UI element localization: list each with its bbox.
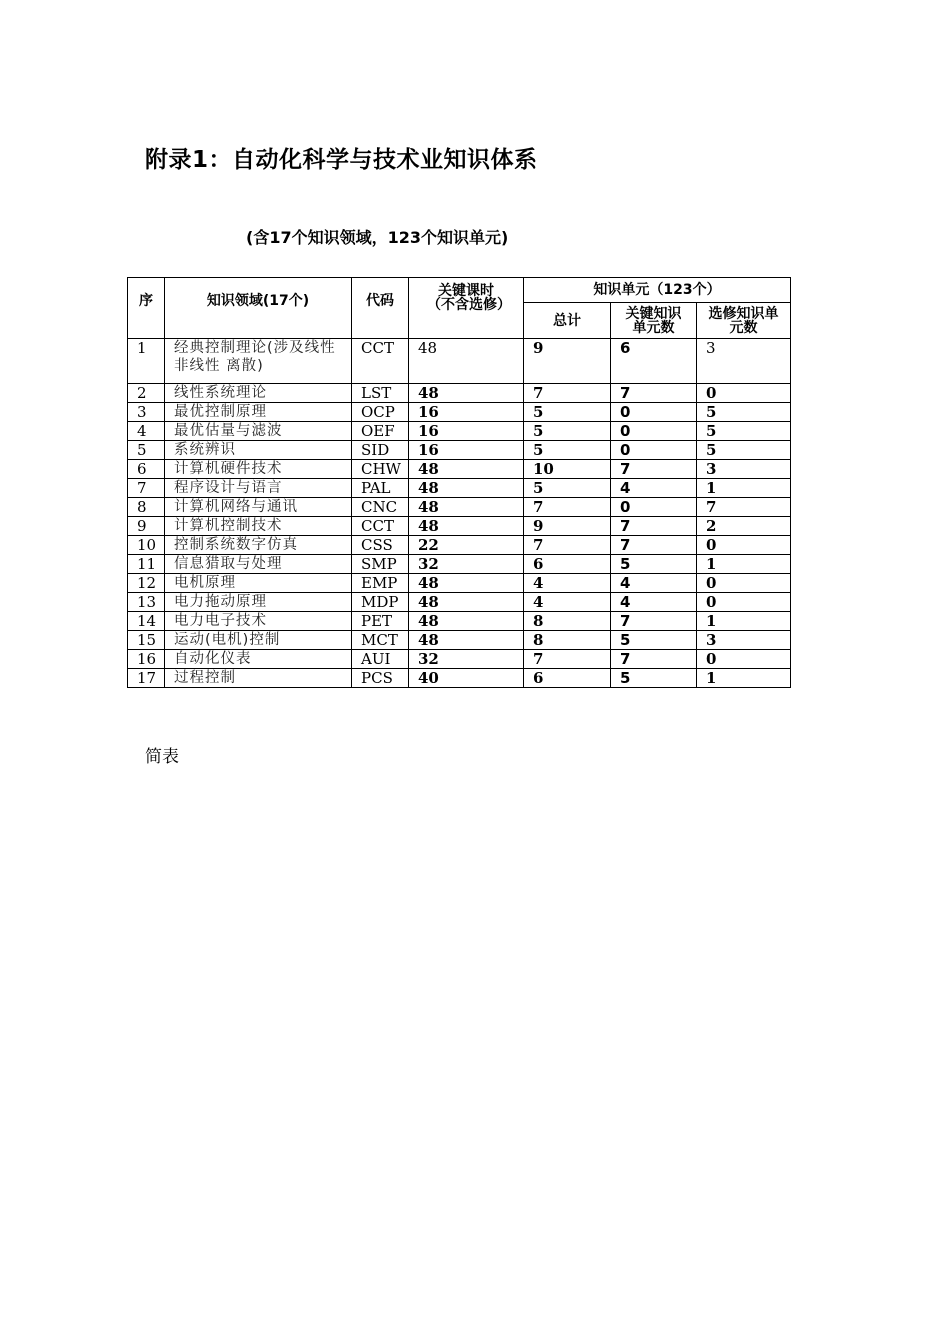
cell-elective-units: 5 [697, 441, 791, 460]
cell-seq: 14 [128, 612, 165, 631]
cell-total: 5 [524, 403, 611, 422]
table-row [128, 612, 791, 631]
cell-seq: 15 [128, 631, 165, 650]
note-text: 简表 [145, 747, 179, 767]
cell-key-hours: 48 [409, 498, 524, 517]
table-row [128, 403, 791, 422]
header-units-group: 知识单元（123个） [524, 278, 791, 303]
table-row [128, 422, 791, 441]
cell-key-units: 5 [611, 669, 697, 688]
cell-key-units: 0 [611, 498, 697, 517]
cell-elective-units: 0 [697, 574, 791, 593]
cell-total: 5 [524, 441, 611, 460]
header-key-hours: 关键课时（不含选修） [409, 278, 524, 339]
cell-elective-units: 3 [697, 339, 791, 384]
header-total: 总计 [524, 303, 611, 339]
cell-seq: 13 [128, 593, 165, 612]
cell-key-hours: 48 [409, 517, 524, 536]
header-code: 代码 [352, 278, 409, 339]
cell-key-hours: 48 [409, 612, 524, 631]
cell-seq: 1 [128, 339, 165, 384]
cell-elective-units: 1 [697, 555, 791, 574]
cell-code: SMP [352, 555, 409, 574]
table-row [128, 650, 791, 669]
cell-total: 7 [524, 650, 611, 669]
cell-elective-units: 3 [697, 460, 791, 479]
cell-total: 7 [524, 536, 611, 555]
page-title: 附录1：自动化科学与技术业知识体系 [145, 147, 538, 173]
cell-domain: 计算机控制技术 [165, 517, 352, 536]
cell-key-units: 5 [611, 555, 697, 574]
cell-elective-units: 1 [697, 669, 791, 688]
cell-key-hours: 48 [409, 460, 524, 479]
cell-seq: 16 [128, 650, 165, 669]
cell-seq: 9 [128, 517, 165, 536]
cell-key-units: 4 [611, 574, 697, 593]
cell-key-hours: 32 [409, 650, 524, 669]
cell-key-units: 6 [611, 339, 697, 384]
cell-total: 8 [524, 612, 611, 631]
cell-elective-units: 2 [697, 517, 791, 536]
table-row [128, 339, 791, 384]
cell-code: OEF [352, 422, 409, 441]
cell-code: CSS [352, 536, 409, 555]
cell-seq: 17 [128, 669, 165, 688]
cell-key-hours: 48 [409, 384, 524, 403]
cell-domain: 控制系统数字仿真 [165, 536, 352, 555]
cell-domain: 计算机网络与通讯 [165, 498, 352, 517]
cell-elective-units: 7 [697, 498, 791, 517]
cell-key-hours: 48 [409, 593, 524, 612]
cell-domain: 程序设计与语言 [165, 479, 352, 498]
cell-code: AUI [352, 650, 409, 669]
table-row [128, 631, 791, 650]
cell-code: PCS [352, 669, 409, 688]
cell-seq: 10 [128, 536, 165, 555]
cell-key-units: 4 [611, 479, 697, 498]
cell-key-hours: 40 [409, 669, 524, 688]
cell-domain: 计算机硬件技术 [165, 460, 352, 479]
cell-key-units: 5 [611, 631, 697, 650]
table-row [128, 517, 791, 536]
cell-key-units: 7 [611, 384, 697, 403]
cell-key-hours: 48 [409, 339, 524, 384]
cell-code: PAL [352, 479, 409, 498]
cell-total: 5 [524, 479, 611, 498]
cell-domain: 最优控制原理 [165, 403, 352, 422]
cell-code: CNC [352, 498, 409, 517]
cell-code: EMP [352, 574, 409, 593]
table-row [128, 441, 791, 460]
header-seq: 序 [128, 278, 165, 339]
cell-key-hours: 48 [409, 631, 524, 650]
cell-seq: 7 [128, 479, 165, 498]
cell-code: SID [352, 441, 409, 460]
cell-total: 6 [524, 669, 611, 688]
cell-domain: 过程控制 [165, 669, 352, 688]
cell-seq: 11 [128, 555, 165, 574]
cell-elective-units: 0 [697, 593, 791, 612]
cell-seq: 5 [128, 441, 165, 460]
cell-domain: 运动(电机)控制 [165, 631, 352, 650]
cell-key-units: 0 [611, 403, 697, 422]
cell-elective-units: 5 [697, 403, 791, 422]
cell-key-units: 0 [611, 422, 697, 441]
cell-elective-units: 0 [697, 384, 791, 403]
cell-domain: 电力拖动原理 [165, 593, 352, 612]
cell-domain: 系统辨识 [165, 441, 352, 460]
cell-total: 4 [524, 574, 611, 593]
cell-total: 9 [524, 517, 611, 536]
cell-seq: 4 [128, 422, 165, 441]
cell-key-hours: 16 [409, 441, 524, 460]
cell-total: 7 [524, 384, 611, 403]
cell-code: CCT [352, 339, 409, 384]
cell-total: 9 [524, 339, 611, 384]
cell-key-units: 7 [611, 517, 697, 536]
cell-domain: 电机原理 [165, 574, 352, 593]
table-row [128, 479, 791, 498]
cell-seq: 6 [128, 460, 165, 479]
table-row [128, 669, 791, 688]
table-row [128, 536, 791, 555]
cell-code: CCT [352, 517, 409, 536]
cell-elective-units: 3 [697, 631, 791, 650]
cell-code: CHW [352, 460, 409, 479]
header-domain: 知识领域(17个) [165, 278, 352, 339]
cell-seq: 8 [128, 498, 165, 517]
cell-key-hours: 48 [409, 479, 524, 498]
header-key-units: 关键知识单元数 [611, 303, 697, 339]
table-row [128, 498, 791, 517]
table-row [128, 555, 791, 574]
cell-key-units: 4 [611, 593, 697, 612]
cell-total: 6 [524, 555, 611, 574]
cell-key-units: 7 [611, 650, 697, 669]
cell-code: MCT [352, 631, 409, 650]
header-elective-units: 选修知识单元数 [697, 303, 791, 339]
cell-seq: 3 [128, 403, 165, 422]
cell-key-units: 0 [611, 441, 697, 460]
cell-code: MDP [352, 593, 409, 612]
cell-seq: 2 [128, 384, 165, 403]
cell-code: PET [352, 612, 409, 631]
cell-domain: 最优估量与滤波 [165, 422, 352, 441]
cell-domain: 线性系统理论 [165, 384, 352, 403]
cell-domain: 经典控制理论(涉及线性 非线性 离散) [165, 339, 352, 384]
cell-key-units: 7 [611, 536, 697, 555]
cell-elective-units: 0 [697, 650, 791, 669]
cell-domain: 自动化仪表 [165, 650, 352, 669]
knowledge-table [127, 277, 791, 688]
cell-domain: 信息猎取与处理 [165, 555, 352, 574]
cell-code: LST [352, 384, 409, 403]
cell-total: 8 [524, 631, 611, 650]
cell-elective-units: 1 [697, 612, 791, 631]
page-subtitle: (含17个知识领域，123个知识单元) [246, 228, 509, 247]
cell-key-hours: 16 [409, 422, 524, 441]
cell-key-hours: 32 [409, 555, 524, 574]
cell-total: 4 [524, 593, 611, 612]
cell-key-hours: 16 [409, 403, 524, 422]
cell-seq: 12 [128, 574, 165, 593]
table-body [128, 339, 791, 688]
cell-elective-units: 0 [697, 536, 791, 555]
cell-key-units: 7 [611, 460, 697, 479]
table-row [128, 593, 791, 612]
table-row [128, 574, 791, 593]
cell-total: 7 [524, 498, 611, 517]
table-row [128, 460, 791, 479]
table-row [128, 384, 791, 403]
cell-elective-units: 5 [697, 422, 791, 441]
cell-elective-units: 1 [697, 479, 791, 498]
cell-key-hours: 22 [409, 536, 524, 555]
cell-total: 10 [524, 460, 611, 479]
cell-key-hours: 48 [409, 574, 524, 593]
cell-key-units: 7 [611, 612, 697, 631]
cell-total: 5 [524, 422, 611, 441]
cell-code: OCP [352, 403, 409, 422]
cell-domain: 电力电子技术 [165, 612, 352, 631]
